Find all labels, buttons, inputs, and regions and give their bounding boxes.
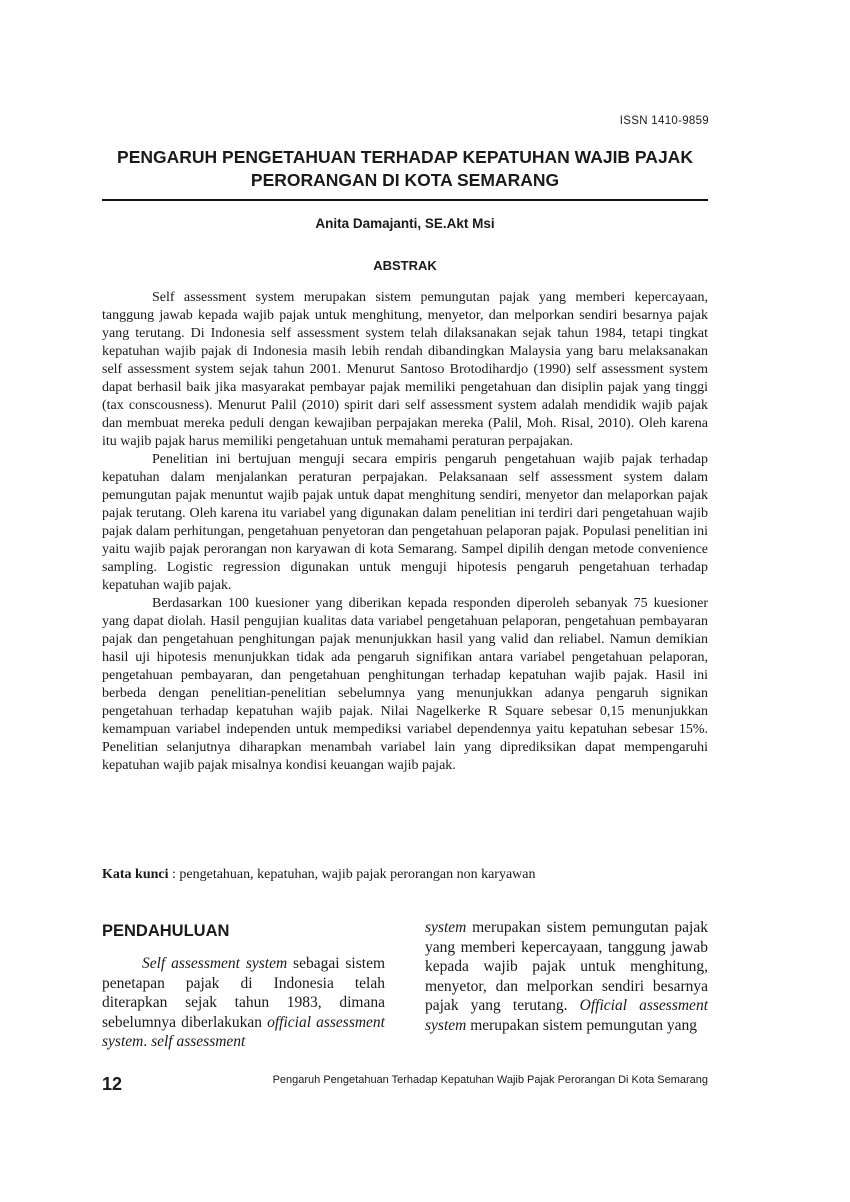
intro-right-italic-1: system [425, 919, 467, 936]
article-title [100, 146, 710, 192]
keywords [102, 866, 708, 884]
intro-right-text-2: merupakan sistem pemungutan yang [466, 1016, 698, 1034]
title-divider [102, 199, 708, 201]
abstract-paragraph-3: Berdasarkan 100 kuesioner yang diberikan kepada responden diperoleh sebanyak 75 kuesioner yang dapat diolah. Hasil pengujian kualitas data variabel pengetahuan pelaporan, pengetahuan pembayaran pajak dan pengetahuan penghitungan pajak menunjukkan hasil yang valid dan reliabel. Namun demikian hasil uji hipotesis menunjukkan tidak ada pengaruh signifikan antara variabel pengetahuan pelaporan, pengetahuan pembayaran, dan pengetahuan penghitungan terhadap kepatuhan wajib pajak. Hasil ini berbeda dengan penelitian-penelitian sebelumnya yang menunjukkan adanya pengaruh signikan pengetahuan terhadap kepatuhan wajib pajak. Nilai Nagelkerke R Square sebesar 0,15 menunjukkan kemampuan variabel independen untuk mempediksi variabel dependennya yaitu kepatuhan sebesar 15%. Penelitian selanjutnya diharapkan menambah variabel lain yang diprediksikan dapat mempengaruhi kepatuhan wajib pajak misalnya kondisi keuangan wajib pajak. [102, 596, 708, 773]
abstract-heading: ABSTRAK [373, 258, 437, 273]
intro-left-text-2: . [143, 1033, 152, 1050]
keywords-label: Kata kunci [102, 867, 169, 882]
intro-right-text-1: merupakan sistem pemungutan pajak yang memberi kepercayaan, tanggung jawab kepada wajib pajak untuk menghitung, menyetor, dan melporkan sendiri besarnya pajak yang terutang. [425, 919, 708, 1014]
intro-left-italic-3: self assessment [151, 1033, 246, 1050]
introduction-paragraph-left [102, 954, 385, 1052]
introduction-paragraph-right [425, 918, 708, 1035]
article-title-line-2: PERORANGAN DI KOTA SEMARANG [250, 170, 560, 190]
intro-left-italic-2: official assessment system [102, 1013, 385, 1050]
intro-left-text-1: sebagai sistem penetapan pajak di Indonesia telah diterapkan sejak tahun 1983, dimana sebelumnya diberlakukan [102, 955, 386, 1031]
abstract-paragraph-2: Penelitian ini bertujuan menguji secara empiris pengaruh pengetahuan wajib pajak terhadap kepatuhan dalam menjalankan peraturan perpajakan. Pelaksanaan self assessment system dalam pemungutan pajak menuntut wajib pajak untuk dapat menghitung sendiri, menyetor dan melaporkan pajak pajak terutang. Oleh karena itu variabel yang digunakan dalam penelitian ini terdiri dari pengetahuan wajib pajak dalam perhitungan, pengetahuan penyetoran dan pengetahuan pelaporan pajak. Populasi penelitian ini yaitu wajib pajak perorangan non karyawan di kota Semarang. Sampel dipilih dengan metode convenience sampling. Logistic regression digunakan untuk menguji hipotesis pengaruh pengetahuan terhadap kepatuhan wajib pajak. [102, 452, 708, 593]
page-number: 12 [102, 1074, 123, 1094]
issn-label: ISSN 1410-9859 [619, 115, 709, 127]
introduction-heading: PENDAHULUAN [102, 922, 230, 940]
abstract-body [102, 289, 708, 775]
keywords-text: : pengetahuan, kepatuhan, wajib pajak perorangan non karyawan [168, 867, 536, 882]
article-title-line-1: PENGARUH PENGETAHUAN TERHADAP KEPATUHAN WAJIB PAJAK [117, 147, 693, 167]
right-column [425, 918, 708, 1035]
abstract-paragraph-1: Self assessment system merupakan sistem pemungutan pajak yang memberi kepercayaan, tanggung jawab kepada wajib pajak untuk menghitung, menyetor, dan melporkan sendiri besarnya pajak yang terutang. Di Indonesia self assessment system telah dilaksanakan sejak tahun 1984, tetapi tingkat kepatuhan wajib pajak di Indonesia masih lebih rendah dibandingkan Malaysia yang baru melaksanakan self assessment system sejak tahun 2001. Menurut Santoso Brotodihardjo (1990) self assessment system dapat berhasil baik jika masyarakat pembayar pajak memiliki pengetahuan dan disiplin pajak yang tinggi (tax conscousness). Menurut Palil (2010) spirit dari self assessment system adalah mendidik wajib pajak dan membuat mereka peduli dengan kewajiban perpajakan mereka (Palil, Moh. Risal, 2010). Oleh karena itu wajib pajak harus memiliki pengetahuan untuk memahami peraturan perpajakan. [102, 290, 708, 449]
running-title: Pengaruh Pengetahuan Terhadap Kepatuhan Wajib Pajak Perorangan Di Kota Semarang [272, 1074, 708, 1086]
intro-right-italic-2: Official assessment system [425, 997, 708, 1034]
left-column [102, 920, 385, 1052]
intro-left-italic-1: Self assessment system [142, 955, 288, 972]
author-name: Anita Damajanti, SE.Akt Msi [315, 216, 495, 231]
